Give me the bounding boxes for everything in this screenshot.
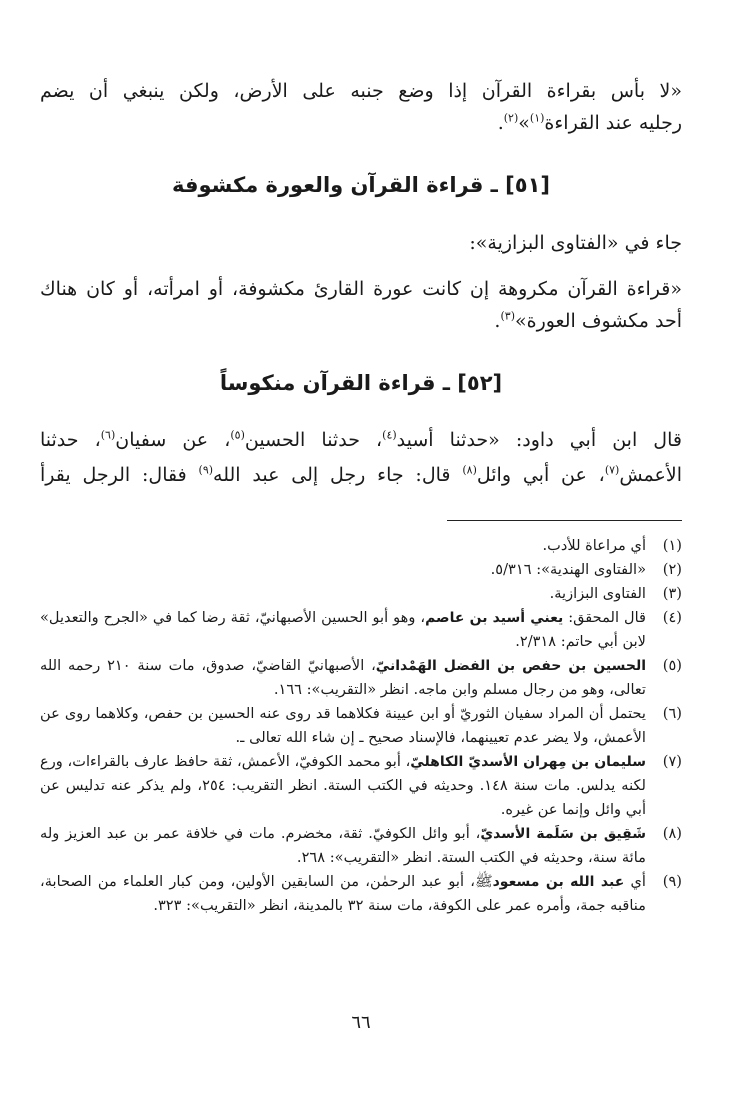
section-51-title: [٥١] ـ قراءة القرآن والعورة مكشوفة xyxy=(172,173,550,197)
footnote-text: «الفتاوى الهندية»: ٥/٣١٦. xyxy=(490,561,646,578)
section-51-line-3-text: أحد مكشوف العورة» xyxy=(514,310,682,332)
footnote-ref-4[interactable]: (٤) xyxy=(382,428,397,442)
book-page xyxy=(40,0,682,1113)
footnote-ref-2[interactable]: (٢) xyxy=(503,111,519,125)
s52-l2-d: فقال: الرجل يقرأ xyxy=(40,464,199,486)
footnote-text xyxy=(40,606,646,654)
section-51-line-3 xyxy=(40,306,682,336)
section-51-line-2: «قراءة القرآن مكروهة إن كانت عورة القارئ مكشوفة، أو امرأته، أو كان هناك xyxy=(40,278,682,300)
intro-quote-close: » xyxy=(518,112,530,134)
honorific-glyph: ﷺ xyxy=(474,873,493,890)
section-51-period: . xyxy=(494,310,501,332)
footnote-7 xyxy=(40,750,682,822)
s52-l1-c: ، عن سفيان xyxy=(115,429,231,451)
footnote-text-post: ، أبو محمد الكوفيّ، الأعمش، ثقة حافظ عارف بالقراءات، ورع لكنه يدلس. مات سنة ١٤٨. وحديثه في الكتب الستة. انظر التقريب: ٢٥٤، ولم يذكر عنه تدليس عن أبي وائل وإنما عن غيره. xyxy=(40,753,646,818)
s52-l1-b: ، حدثنا الحسين xyxy=(244,429,383,451)
footnote-9 xyxy=(40,870,682,918)
s52-l1-d: ، حدثنا xyxy=(40,429,101,451)
footnote-ref-6[interactable]: (٦) xyxy=(100,428,116,442)
s52-l2-b: ، عن أبي وائل xyxy=(476,464,605,486)
footnote-number: (٦) xyxy=(662,705,682,722)
footnote-text xyxy=(40,750,646,822)
footnote-number: (٢) xyxy=(662,561,682,578)
footnote-ref-3[interactable]: (٣) xyxy=(500,309,515,323)
footnote-text: أي مراعاة للأدب. xyxy=(542,537,646,554)
narrator-name: الحسين بن حفص بن الفضل الهَمْدانيّ xyxy=(375,658,647,674)
footnote-8 xyxy=(40,822,682,870)
section-52-line-1 xyxy=(40,425,682,455)
footnote-ref-1[interactable]: (١) xyxy=(529,111,545,125)
footnote-2 xyxy=(40,558,682,582)
footnote-number: (٩) xyxy=(662,873,682,890)
footnote-number: (٣) xyxy=(662,585,682,602)
page-number: ٦٦ xyxy=(351,1012,371,1033)
footnote-text xyxy=(40,822,646,870)
narrator-name: سليمان بن مِهران الأسديّ الكاهليّ xyxy=(410,754,646,770)
footnotes xyxy=(40,534,682,918)
section-52-title: [٥٢] ـ قراءة القرآن منكوساً xyxy=(219,371,503,395)
intro-line-2-text: رجليه عند القراءة xyxy=(544,112,682,134)
footnote-3 xyxy=(40,582,682,606)
footnote-text xyxy=(40,654,646,702)
intro-line-1: «لا بأس بقراءة القرآن إذا وضع جنبه على الأرض، ولكن ينبغي أن يضم xyxy=(40,80,682,102)
intro-line-2 xyxy=(40,108,682,138)
section-51-line-1: جاء في «الفتاوى البزازية»: xyxy=(469,232,682,254)
s52-l2-a: الأعمش xyxy=(619,464,682,486)
footnote-text-post: ، الأصبهانيّ القاضيّ، صدوق، مات سنة ٢١٠ رحمه الله تعالى، وهو من رجال مسلم وابن ماجه. انظر «التقريب»: ١٦٦. xyxy=(40,657,646,698)
section-52-line-2 xyxy=(40,460,682,490)
narrator-name: شَقِيق بن سَلَمة الأسديّ xyxy=(480,826,646,842)
footnote-text-post: ، أبو عبد الرحمٰن، من السابقين الأولين، ومن كبار العلماء من الصحابة، مناقبه جمة، وأمره عمر على الكوفة، مات سنة ٣٢ بالمدينة، انظر «التقريب»: ٣٢٣. xyxy=(40,873,646,914)
s52-l2-c: قال: جاء رجل إلى عبد الله xyxy=(213,464,463,486)
footnote-ref-9[interactable]: (٩) xyxy=(198,463,214,477)
footnote-ref-8[interactable]: (٨) xyxy=(462,463,477,477)
footnote-5 xyxy=(40,654,682,702)
footnote-number: (٨) xyxy=(662,825,682,842)
footnote-4 xyxy=(40,606,682,654)
footnote-separator xyxy=(447,520,682,521)
footnote-text xyxy=(40,870,646,918)
narrator-name: عبد الله بن مسعود xyxy=(492,874,625,890)
footnote-6 xyxy=(40,702,682,750)
footnote-text-pre: قال المحقق: xyxy=(563,609,646,626)
intro-period: . xyxy=(497,112,504,134)
narrator-name: يعني أسيد بن عاصم xyxy=(425,610,564,626)
footnote-text-post: ، وهو أبو الحسين الأصبهانيّ، ثقة رضا كما في «الجرح والتعديل» لابن أبي حاتم: ٢/٣١٨. xyxy=(40,609,646,650)
footnote-text-pre: أي xyxy=(624,873,646,890)
footnote-number: (٤) xyxy=(662,609,682,626)
footnote-text-post: ، أبو وائل الكوفيّ. ثقة، مخضرم. مات في خلافة عمر بن عبد العزيز وله مائة سنة، وحديثه في الكتب الستة. انظر «التقريب»: ٢٦٨. xyxy=(40,825,646,866)
footnote-text: يحتمل أن المراد سفيان الثوريّ أو ابن عيينة فكلاهما قد روى عنه الحسين بن حفص، وكلاهما روى عن الأعمش، ولا يضر عدم تعيينهما، فالإسناد صحيح ـ إن شاء الله تعالى ـ. xyxy=(40,705,646,746)
footnote-number: (١) xyxy=(662,537,682,554)
footnote-1 xyxy=(40,534,682,558)
footnote-text: الفتاوى البزازية. xyxy=(549,585,646,602)
footnote-ref-5[interactable]: (٥) xyxy=(230,428,245,442)
footnote-number: (٥) xyxy=(662,657,682,674)
footnote-number: (٧) xyxy=(662,753,682,770)
s52-l1-a: قال ابن أبي داود: «حدثنا أسيد xyxy=(396,429,682,451)
footnote-ref-7[interactable]: (٧) xyxy=(604,463,620,477)
